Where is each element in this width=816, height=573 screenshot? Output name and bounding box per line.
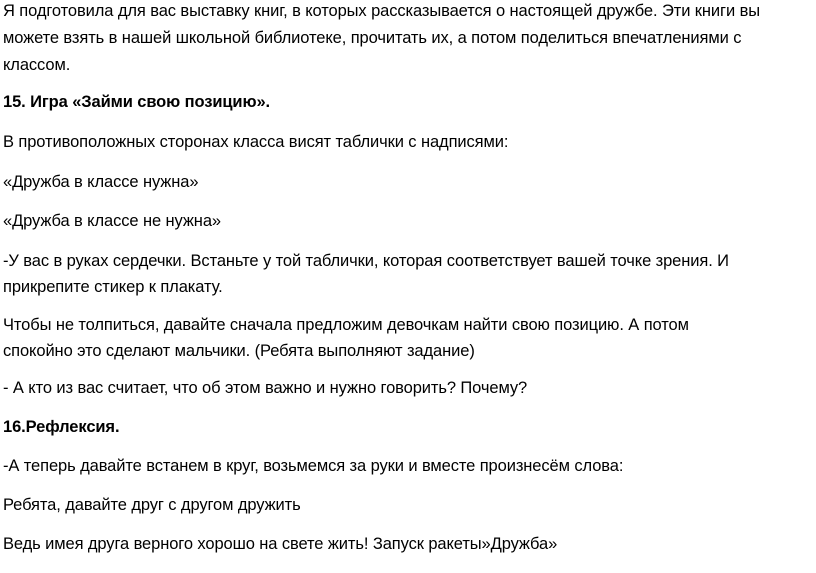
sign-text-not-needed: «Дружба в классе не нужна» xyxy=(3,212,221,230)
order-paragraph-line-1: Чтобы не толпиться, давайте сначала предложим девочкам найти свою позицию. А потом xyxy=(3,316,689,334)
poem-line-2: Ведь имея друга верного хорошо на свете жить! Запуск ракеты»Дружба» xyxy=(3,535,558,553)
order-paragraph-line-2: спокойно это сделают мальчики. (Ребята выполняют задание) xyxy=(3,342,475,360)
instruction-paragraph-line-1: -У вас в руках сердечки. Встаньте у той таблички, которая соответствует вашей точке зрения. И xyxy=(3,252,729,270)
intro-paragraph-line-1: Я подготовила для вас выставку книг, в которых рассказывается о настоящей дружбе. Эти книги вы xyxy=(3,2,760,20)
intro-paragraph-line-2: можете взять в нашей школьной библиотеке, прочитать их, а потом поделиться впечатлениями с xyxy=(3,29,742,47)
question-paragraph: - А кто из вас считает, что об этом важно и нужно говорить? Почему? xyxy=(3,379,528,397)
circle-paragraph: -А теперь давайте встанем в круг, возьмемся за руки и вместе произнесём слова: xyxy=(3,457,624,475)
instruction-paragraph-line-2: прикрепите стикер к плакату. xyxy=(3,278,223,296)
intro-paragraph-line-3: классом. xyxy=(3,56,71,74)
signs-intro-paragraph: В противоположных сторонах класса висят таблички с надписями: xyxy=(3,133,509,151)
section-heading-16: 16.Рефлексия. xyxy=(3,418,120,436)
section-heading-15: 15. Игра «Займи свою позицию». xyxy=(3,93,271,111)
poem-line-1: Ребята, давайте друг с другом дружить xyxy=(3,496,301,514)
sign-text-needed: «Дружба в классе нужна» xyxy=(3,173,199,191)
